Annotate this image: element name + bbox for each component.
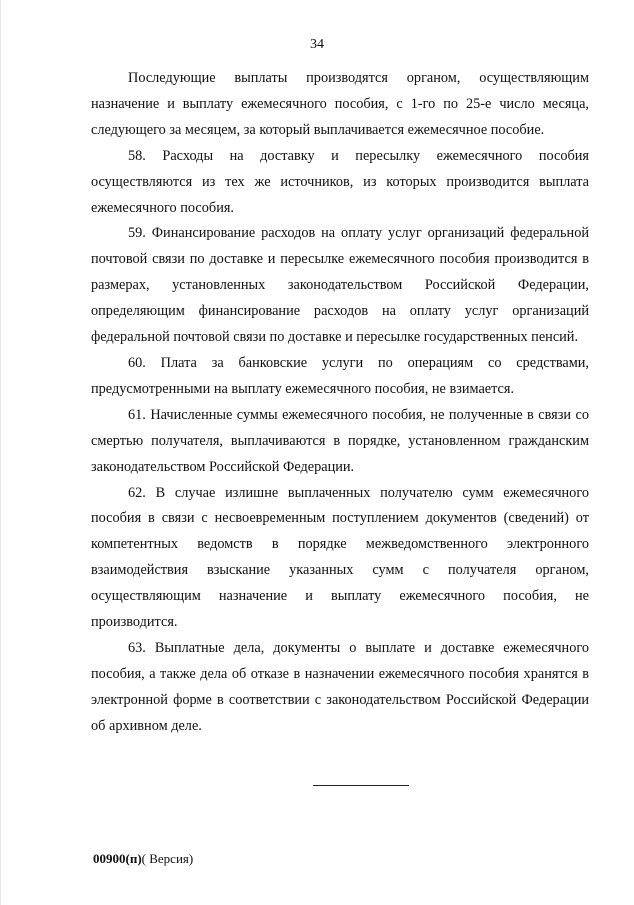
paragraph-58: 58. Расходы на доставку и пересылку ежемесячного пособия осуществляются из тех же источников, из которых производится выплата ежемесячного пособия.	[91, 147, 589, 216]
paragraph-61: 61. Начисленные суммы ежемесячного пособия, не полученные в связи со смертью получателя, выплачиваются в порядке, установленном гражданским законодательством Российской Федерации.	[91, 406, 589, 475]
paragraph-62: 62. В случае излишне выплаченных получателю сумм ежемесячного пособия в связи с несвоевременным поступлением документов (сведений) от компетентных ведомств в порядке межведомственного электронного взаимодействия взыскание указанных сумм с получателя органом, осуществляющим назначение и выплату ежемесячного пособия, не производится.	[91, 484, 589, 631]
paragraph-payment-terms: Последующие выплаты производятся органом, осуществляющим назначение и выплату ежемесячного пособия, с 1-го по 25-е число месяца, следующего за месяцем, за который выплачивается ежемесячное пособие.	[91, 70, 589, 138]
paragraph-59: 59. Финансирование расходов на оплату услуг организаций федеральной почтовой связи по доставке и пересылке ежемесячного пособия производится в размерах, установленных законодательством Российской Федерации, определяющим финансирование расходов на оплату услуг организаций федеральной почтовой связи по доставке и пересылке государственных пенсий.	[91, 225, 589, 346]
paragraph-60: 60. Плата за банковские услуги по операциям со средствами, предусмотренными на выплату ежемесячного пособия, не взимается.	[91, 354, 589, 397]
document-body	[91, 66, 589, 740]
document-version: ( Версия)	[141, 851, 194, 866]
page-number: 34	[310, 37, 324, 52]
document-code: 00900(п)	[93, 851, 142, 866]
document-footer	[93, 851, 193, 867]
scan-edge	[0, 0, 1, 905]
end-separator-line	[313, 785, 409, 786]
paragraph-63: 63. Выплатные дела, документы о выплате и доставке ежемесячного пособия, а также дела об отказе в назначении ежемесячного пособия хранятся в электронной форме в соответствии с законодательством Российской Федерации об архивном деле.	[91, 639, 589, 734]
